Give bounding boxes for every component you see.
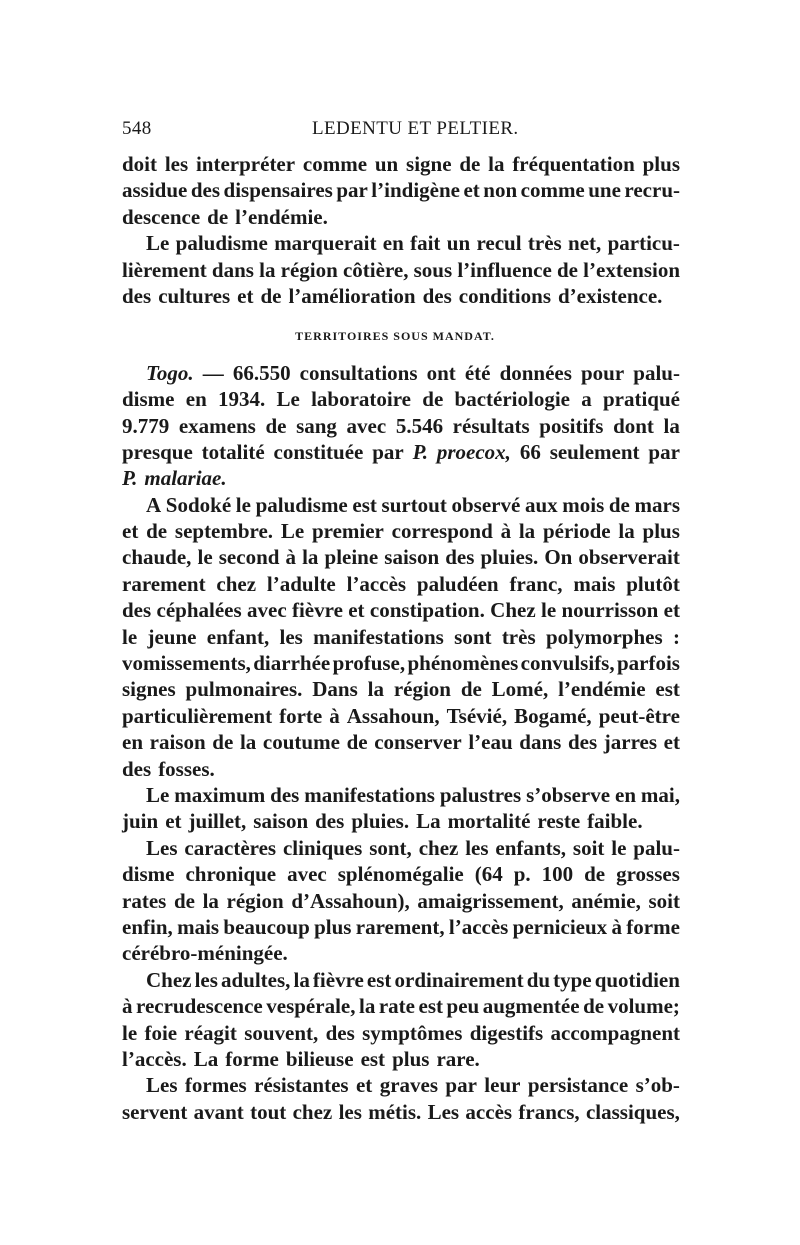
running-head <box>122 118 682 144</box>
text-line: le foie réagit souvent, des symptômes digestifs accompagnent <box>122 1020 680 1045</box>
text-line: chaude, le second à la pleine saison des pluies. On observerait <box>122 545 680 570</box>
text-line: rarement chez l’adulte l’accès paludéen franc, mais plutôt <box>122 571 680 596</box>
text-line: doit les interpréter comme un signe de la fréquentation plus <box>122 152 680 176</box>
text-line: servent avant tout chez les métis. Les accès francs, classiques, <box>122 1099 680 1124</box>
text-line: 9.779 examens de sang avec 5.546 résultats positifs dont la <box>122 413 680 438</box>
text-line: vomissements, diarrhée profuse, phénomènes convulsifs, parfois <box>122 651 680 676</box>
text-line: descence de l’endémie. <box>122 204 328 229</box>
text-line: en raison de la coutume de conserver l’eau dans des jarres et <box>122 730 680 755</box>
text-line: et de septembre. Le premier correspond à la période la plus <box>122 519 680 544</box>
text-line: Togo. — 66.550 consultations ont été données pour palu- <box>146 360 680 385</box>
text-line: Chez les adultes, la fièvre est ordinairement du type quotidien <box>146 967 680 992</box>
section-heading: TERRITOIRES SOUS MANDAT. <box>295 329 495 344</box>
text-line: presque totalité constituée par P. proecox, 66 seulement par <box>122 439 680 464</box>
text-line: Le paludisme marquerait en fait un recul très net, particu- <box>146 231 680 256</box>
text-line: disme en 1934. Le laboratoire de bactériologie a pratiqué <box>122 387 680 412</box>
text-line: lièrement dans la région côtière, sous l’influence de l’extension <box>122 257 680 282</box>
running-title: LEDENTU ET PELTIER. <box>312 118 519 139</box>
text-line: le jeune enfant, les manifestations sont très polymorphes : <box>122 624 680 649</box>
text-line: juin et juillet, saison des pluies. La mortalité reste faible. <box>122 809 643 834</box>
text-line: rates de la région d’Assahoun), amaigrissement, anémie, soit <box>122 888 680 913</box>
text-line: des fosses. <box>122 756 215 781</box>
text-line: Les caractères cliniques sont, chez les enfants, soit le palu- <box>146 835 680 860</box>
text-line: l’accès. La forme bilieuse est plus rare. <box>122 1046 480 1071</box>
text-line: P. malariae. <box>122 466 227 491</box>
text-line: particulièrement forte à Assahoun, Tsévié, Bogamé, peut-être <box>122 703 680 728</box>
text-line: Le maximum des manifestations palustres s’observe en mai, <box>146 782 680 807</box>
text-line: des cultures et de l’amélioration des conditions d’existence. <box>122 283 663 308</box>
text-line: signes pulmonaires. Dans la région de Lomé, l’endémie est <box>122 677 680 702</box>
text-line: A Sodoké le paludisme est surtout observé aux mois de mars <box>146 492 680 517</box>
text-line: des céphalées avec fièvre et constipation. Chez le nourrisson et <box>122 598 680 623</box>
text-line: cérébro-méningée. <box>122 941 288 966</box>
text-line: assidue des dispensaires par l’indigène et non comme une recru- <box>122 178 680 203</box>
text-line: à recrudescence vespérale, la rate est peu augmentée de volume; <box>122 994 680 1019</box>
body-text <box>122 151 680 1125</box>
text-line: disme chronique avec splénomégalie (64 p. 100 de grosses <box>122 862 680 887</box>
text-line: Les formes résistantes et graves par leur persistance s’ob- <box>146 1073 680 1098</box>
page-number: 548 <box>122 118 152 139</box>
text-line: enfin, mais beaucoup plus rarement, l’accès pernicieux à forme <box>122 914 680 939</box>
